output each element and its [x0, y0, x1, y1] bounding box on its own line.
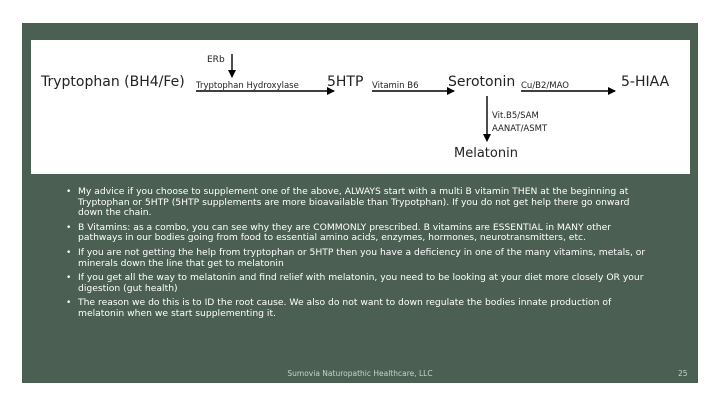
bullet-item	[66, 187, 648, 219]
bullet-item	[66, 223, 648, 244]
footer-text: Sumovia Naturopathic Healthcare, LLC	[287, 369, 433, 378]
tryptophan-label: Tryptophan (BH4/Fe)	[41, 74, 185, 90]
bullet-item	[66, 248, 648, 269]
hiaa-label: 5-HIAA	[621, 74, 670, 90]
cu-label: Cu/B2/MAO	[521, 81, 569, 91]
aanat-label: AANAT/ASMT	[492, 124, 548, 134]
bullet-dot: •	[66, 187, 72, 197]
bullet-text: The reason we do this is to ID the root cause. We also do not want to down regulate the bodies innate production of melatonin when we start supplementing it.	[78, 297, 612, 319]
erb-label: ERb	[207, 55, 225, 65]
pathway-diagram	[31, 40, 690, 174]
bullet-text: If you are not getting the help from tryptophan or 5HTP then you have a deficiency in one of the many vitamins, metals, or minerals down the line that get to melatonin	[78, 246, 646, 269]
vitb6-label: Vitamin B6	[372, 81, 419, 91]
bullet-dot: •	[66, 298, 72, 309]
bullet-dot: •	[66, 273, 72, 284]
bullet-dot: •	[66, 247, 72, 258]
htp-label: 5HTP	[327, 74, 364, 90]
page-number: 25	[678, 369, 688, 378]
bullet-item	[66, 298, 648, 319]
hydroxylase-label: Tryptophan Hydroxylase	[196, 81, 299, 91]
bullet-text: My advice if you choose to supplement one of the above, ALWAYS start with a multi B vitamin THEN at the beginning at Tryptophan or 5HTP (5HTP supplements are more bioavailable than Trypotphan). If you do not get help there go onward down the chain.	[78, 186, 630, 219]
serotonin-label: Serotonin	[448, 74, 516, 90]
vitb5-label: Vit.B5/SAM	[492, 111, 539, 121]
advice-bullet-list	[66, 187, 648, 324]
bullet-item	[66, 273, 648, 294]
bullet-text: B Vitamins: as a combo, you can see why they are COMMONLY prescribed. B vitamins are ESSENTIAL in MANY other pathways in our bodies going from food to essential amino acids, enzymes, hormones, neurotransmitters, etc.	[78, 221, 612, 244]
melatonin-label: Melatonin	[454, 146, 518, 161]
bullet-text: If you get all the way to melatonin and find relief with melatonin, you need to be looking at your diet more closely OR your digestion (gut health)	[78, 272, 644, 294]
bullet-dot: •	[66, 222, 72, 233]
